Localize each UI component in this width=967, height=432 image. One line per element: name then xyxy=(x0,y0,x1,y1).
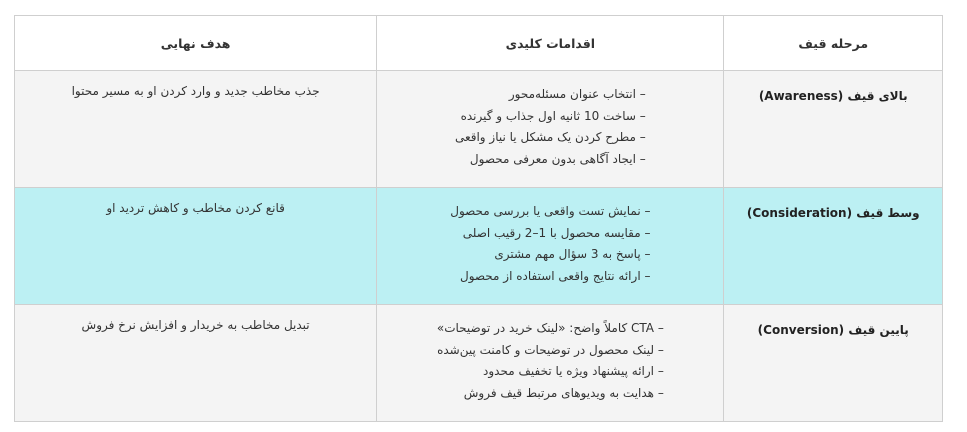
actions-list xyxy=(450,201,650,304)
action-item: – ارائه پیشنهاد ویژه یا تخفیف محدود xyxy=(483,364,664,378)
action-item: – نمایش تست واقعی یا بررسی محصول xyxy=(450,204,651,218)
actions-cell xyxy=(376,188,723,304)
action-item: – مطرح کردن یک مشکل یا نیاز واقعی xyxy=(454,130,646,144)
action-item: – ایجاد آگاهی بدون معرفی محصول xyxy=(469,151,646,166)
action-item: – مقایسه محصول با 1–2 رقیب اصلی xyxy=(462,225,651,240)
stage-cell: پایین قیف (Conversion) xyxy=(723,305,942,421)
goal-cell: جذب مخاطب جدید و وارد کردن او به مسیر محتوا xyxy=(71,84,320,98)
stage-cell: وسط قیف (Consideration) xyxy=(723,188,942,304)
action-item: – لینک محصول در توضیحات و کامنت پین‌شده xyxy=(437,342,664,357)
header-actions: اقدامات کلیدی xyxy=(376,16,723,70)
actions-cell xyxy=(376,305,723,421)
table-header-row xyxy=(15,16,942,70)
goal-cell: قانع کردن مخاطب و کاهش تردید او xyxy=(106,201,285,215)
action-item: – CTA کاملاً واضح: «لینک خرید در توضیحات» xyxy=(436,321,664,335)
goal-cell: تبدیل مخاطب به خریدار و افزایش نرخ فروش xyxy=(81,318,310,332)
action-item: – ساخت 10 ثانیه اول جذاب و گیرنده xyxy=(460,108,646,123)
actions-list xyxy=(437,318,664,421)
actions-cell xyxy=(376,71,723,187)
stage-cell: بالای قیف (Awareness) xyxy=(723,71,942,187)
table-row xyxy=(15,70,942,187)
action-item: – هدایت به ویدیوهای مرتبط قیف فروش xyxy=(463,385,664,400)
action-item: – انتخاب عنوان مسئله‌محور xyxy=(508,87,646,101)
header-goal: هدف نهایی xyxy=(160,35,231,51)
table-row xyxy=(15,304,942,421)
action-item: – پاسخ به 3 سؤال مهم مشتری xyxy=(494,247,651,261)
header-stage: مرحله قیف xyxy=(723,16,942,70)
action-item: – ارائه نتایج واقعی استفاده از محصول xyxy=(459,268,651,283)
actions-list xyxy=(455,84,646,187)
funnel-table xyxy=(14,15,943,422)
table-row xyxy=(15,187,942,304)
